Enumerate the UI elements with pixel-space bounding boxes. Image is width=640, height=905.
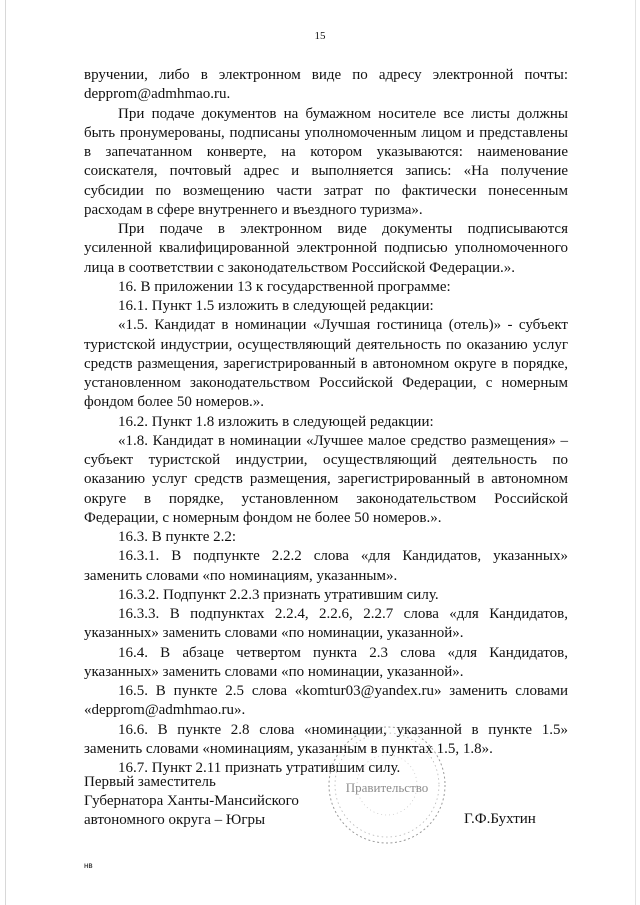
paragraph: 16.5. В пункте 2.5 слова «komtur03@yandex.ru» заменить словами «depprom@admhmao.ru». (84, 683, 568, 719)
signatory-title-line: Первый заместитель (84, 774, 216, 790)
paragraph: 16.3.3. В подпунктах 2.2.4, 2.2.6, 2.2.7 слова «для Кандидатов, указанных» заменить словами «по номинации, указанной». (84, 606, 568, 642)
paragraph: «1.8. Кандидат в номинации «Лучшее малое средство размещения» – субъект туристской индустрии, осуществляющий деятельность по оказанию услуг средств размещения, зарегистрированный в автономном округе в порядке, установленном законодательством Российской Федерации, с номерным фондом не более 50 номеров.». (84, 432, 568, 526)
scan-edge-left (5, 0, 6, 905)
signatory-title (84, 773, 344, 830)
paragraph: 16.3.2. Подпункт 2.2.3 признать утратившим силу. (118, 586, 439, 603)
paragraph: «1.5. Кандидат в номинации «Лучшая гостиница (отель)» - субъект туристской индустрии, осуществляющий деятельность по оказанию услуг средств размещения, зарегистрированный в автономном округе в порядке, установленном законодательством Российской Федерации, с номерным фондом более 50 номеров.». (84, 317, 568, 411)
paragraph: При подаче в электронном виде документы подписываются усиленной квалифицированной электронной подписью уполномоченного лица в соответствии с законодательством Российской Федерации.». (84, 221, 568, 276)
paragraph: 16.2. Пункт 1.8 изложить в следующей редакции: (118, 413, 434, 430)
paragraph: 16.7. Пункт 2.11 признать утратившим силу. (118, 760, 401, 776)
paragraph: 16.3. В пункте 2.2: (118, 529, 237, 545)
paragraph: 16.4. В абзаце четвертом пункта 2.3 слова «для Кандидатов, указанных» заменить словами «по номинации, указанной». (84, 644, 568, 680)
stamp-text: Правительство (345, 780, 429, 795)
paragraph: вручении, либо в электронном виде по адресу электронной почты: depprom@admhmao.ru. (84, 67, 568, 103)
paragraph: 16.1. Пункт 1.5 изложить в следующей редакции: (118, 298, 434, 314)
page-number: 15 (314, 30, 326, 42)
footnote-initials: нв (84, 861, 93, 870)
signatory-title-line: Губернатора Ханты-Мансийского (84, 793, 299, 809)
scan-edge-right (635, 0, 636, 905)
signatory-name: Г.Ф.Бухтин (464, 811, 536, 827)
paragraph: 16.6. В пункте 2.8 слова «номинации, указанной в пункте 1.5» заменить словами «номинациям, указанным в пунктах 1.5, 1.8». (84, 721, 568, 757)
official-stamp (322, 720, 452, 850)
signatory-title-line: автономного округа – Югры (84, 812, 266, 828)
paragraph: 16. В приложении 13 к государственной программе: (118, 278, 451, 295)
paragraph: 16.3.1. В подпункте 2.2.2 слова «для Кандидатов, указанных» заменить словами «по номинациям, указанным». (84, 548, 568, 584)
paragraph: При подаче документов на бумажном носителе все листы должны быть пронумерованы, подписаны уполномоченным лицом и представлены в запечатанном конверте, на котором указываются: наименование соискателя, почтовый адрес и выполняется запись: «На получение субсидии по возмещению части затрат по фактически понесенным расходам в сфере внутреннего и въездного туризма». (84, 105, 568, 218)
document-body (84, 66, 568, 778)
